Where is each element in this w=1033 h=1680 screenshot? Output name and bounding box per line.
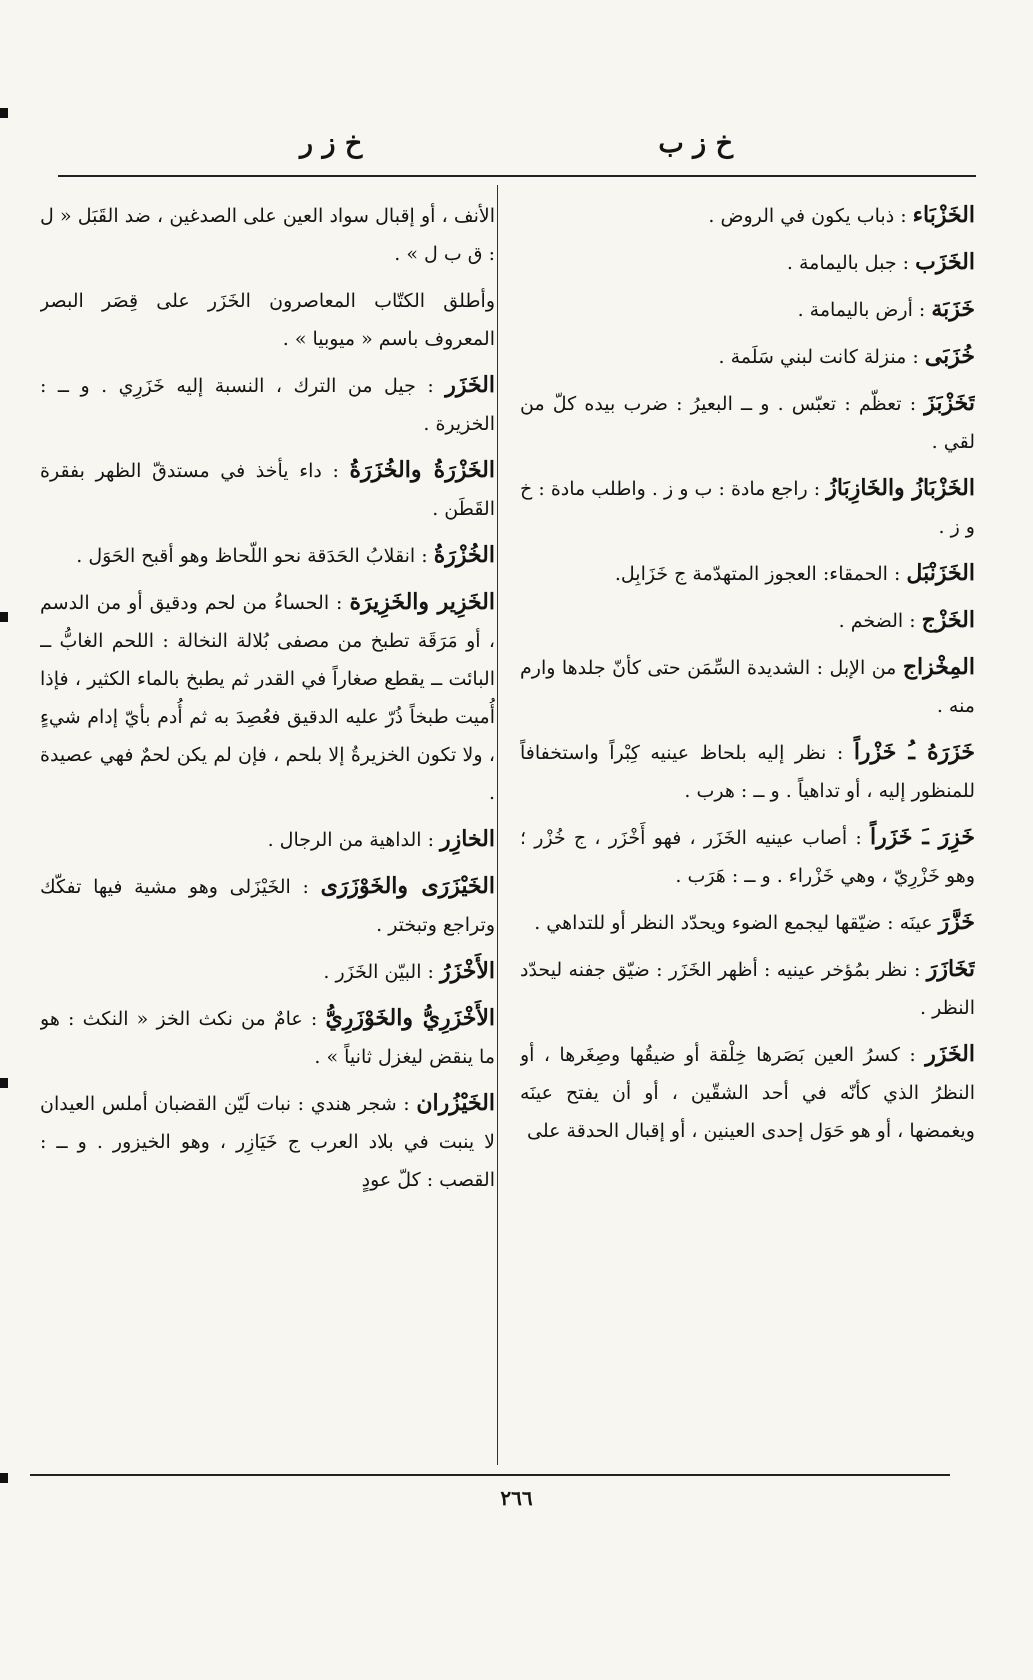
definition: : نظر بمُؤخر عينيه : أظهر الخَزَر : ضيّق جفنه ليحدّد النظر . (520, 959, 975, 1019)
definition: : الحساءُ من لحم ودقيق أو من الدسم ، أو مَرَقَة تطبخ من مصفى بُلالة النخالة : اللحم الغابُّ ــ البائت ــ يقطع صغاراً في القدر ثم يطبخ بالماء الكثير ، فإذا أُميت طبخاً ذُرّ عليه الدقيق فعُصِدَ به ثم أُدم بأيّ إدام شيءٍ ، ولا تكون الخزيرةُ إلا بلحم ، فإن لم يكن لحمٌ فهي عصيدة . (40, 592, 495, 804)
scan-edge-mark (0, 1078, 8, 1088)
headword: الأَخْزَرُ (439, 958, 495, 984)
definition: : الخَيْزَلى وهو مشية فيها تفكّك وتراجع وتبختر . (40, 876, 495, 936)
definition: : راجع مادة : ب و ز . واطلب مادة : خ و ز . (520, 478, 975, 538)
headword: الخَزَر (925, 1041, 975, 1067)
definition: : عامٌ من نكث الخز « النكث : هو ما ينقض ليغزل ثانياً » . (40, 1008, 495, 1068)
headword: الخَيْزَرَى والخَوْزَرَى (320, 873, 495, 899)
definition: : تعظّم : تعبّس . و ــ البعيرُ : ضرب بيده كلّ من لقي . (520, 393, 975, 453)
definition: الأنف ، أو إقبال سواد العين على الصدغين ، ضد القَبَل « ل : ق ب ل » . (40, 205, 495, 265)
entry (520, 1035, 975, 1150)
definition: : أصاب عينيه الخَزَر ، فهو أَخْزَر ، ج خُزْر ؛ وهو خَزْرِيّ ، وهي خَزْراء . و ــ : هَرَب . (520, 827, 975, 887)
definition: : نظر إليه بلحاظ عينيه كِبْراً واستخفافاً للمنظور إليه ، أو تداهياً . و ــ : هرب . (520, 742, 975, 802)
right-column (520, 196, 975, 1466)
definition: : كسرُ العين بَصَرها خِلْقة أو ضيقُها وصِغَرها ، أو النظرُ الذي كأنّه في أحد الشقّين ، أو أن يفتح عينَه ويغمضها ، أو هو حَوَل إحدى العينين ، أو إقبال الحدقة على (520, 1044, 975, 1142)
headword: الخَزِير والخَزِيرَة (349, 589, 495, 615)
headword: خَزَبَة (931, 296, 975, 322)
headword: الخَزَنْبَل (906, 560, 975, 586)
entry (40, 999, 495, 1076)
headword: الأَخْزَرِيُّ والخَوْزَرِيُّ (325, 1005, 495, 1031)
entry (520, 733, 975, 810)
entry (520, 648, 975, 725)
headword: الخَزْبَازُ والخَازِبَازُ (826, 475, 975, 501)
definition: : أرض باليمامة . (797, 299, 932, 321)
page-number: ٢٦٦ (500, 1486, 533, 1510)
footer-rule (30, 1474, 950, 1476)
entry (40, 196, 495, 273)
headword: خَزَّرَ (938, 909, 975, 935)
definition: : داء يأخذ في مستدقّ الظهر بفقرة القَطَن . (40, 460, 495, 520)
headword: الخازِر (440, 826, 495, 852)
definition: : منزلة كانت لبني سَلَمة . (718, 346, 925, 368)
headword: الخَيْزُران (416, 1090, 495, 1116)
headword: خَزِرَ ـَ خَزَراً (870, 824, 975, 850)
definition: : انقلابُ الحَدَقة نحو اللّحاظ وهو أقبح الحَوَل . (76, 545, 434, 567)
headword: تَخَازَرَ (926, 956, 975, 982)
headword: الخُزْرَةُ (433, 542, 495, 568)
entry (520, 903, 975, 942)
definition: : الحمقاء: العجوز المتهدّمة ج خَزَابِل. (614, 563, 907, 585)
scan-edge-mark (0, 108, 8, 118)
entry (520, 554, 975, 593)
definition: : البيّن الخَزَر . (323, 961, 440, 983)
headword: الخَزَر (445, 372, 495, 398)
entry (40, 583, 495, 812)
definition: : الضخم . (838, 610, 922, 632)
definition: من الإبل : الشديدة السِّمَن حتى كأنّ جلدها وارم منه . (520, 657, 975, 717)
headword: المِخْزاج (902, 654, 975, 680)
column-divider (497, 185, 498, 1465)
entry (520, 243, 975, 282)
definition: وأطلق الكتّاب المعاصرون الخَزَر على قِصَر البصر المعروف باسم « ميوبيا » . (40, 290, 495, 350)
entry (520, 469, 975, 546)
entry (40, 366, 495, 443)
entry (520, 818, 975, 895)
running-header-right: خ ز ب (658, 128, 733, 159)
entry (40, 820, 495, 859)
header-rule (58, 175, 976, 177)
entry (520, 290, 975, 329)
headword: الخَزْج (921, 607, 975, 633)
definition: : جبل باليمامة . (786, 252, 916, 274)
headword: الخَزْرَةُ والخُزَرَةُ (349, 457, 495, 483)
entry (40, 867, 495, 944)
headword: خُزَبَى (924, 343, 975, 369)
entry (40, 281, 495, 358)
scan-edge-mark (0, 612, 8, 622)
entry (520, 196, 975, 235)
entry (40, 952, 495, 991)
entry (520, 384, 975, 461)
entry (40, 451, 495, 528)
entry (40, 536, 495, 575)
entry (520, 950, 975, 1027)
headword: الخَزْبَاء (912, 202, 975, 228)
headword: الخَزَب (915, 249, 975, 275)
definition: : جيل من الترك ، النسبة إليه خَزَرِي . و ــ : الخزيرة . (40, 375, 495, 435)
headword: خَزَرَهُ ـُ خَزْراً (853, 739, 975, 765)
left-column (40, 196, 495, 1466)
running-header-left: خ ز ر (300, 128, 363, 159)
definition: : ذباب يكون في الروض . (708, 205, 913, 227)
entry (520, 601, 975, 640)
definition: : شجر هندي : نبات لَيّن القضبان أملس العيدان لا ينبت في بلاد العرب ج خَيَازِر ، وهو الخيزور . و ــ : القصب : كلّ عودٍ (40, 1093, 495, 1191)
definition: : الداهية من الرجال . (267, 829, 441, 851)
scan-edge-mark (0, 1473, 8, 1483)
headword: تَخَزْبَزَ (924, 390, 975, 416)
definition: عينَه : ضيّقها ليجمع الضوء ويحدّد النظر أو للتداهي . (534, 912, 939, 934)
entry (40, 1084, 495, 1199)
entry (520, 337, 975, 376)
